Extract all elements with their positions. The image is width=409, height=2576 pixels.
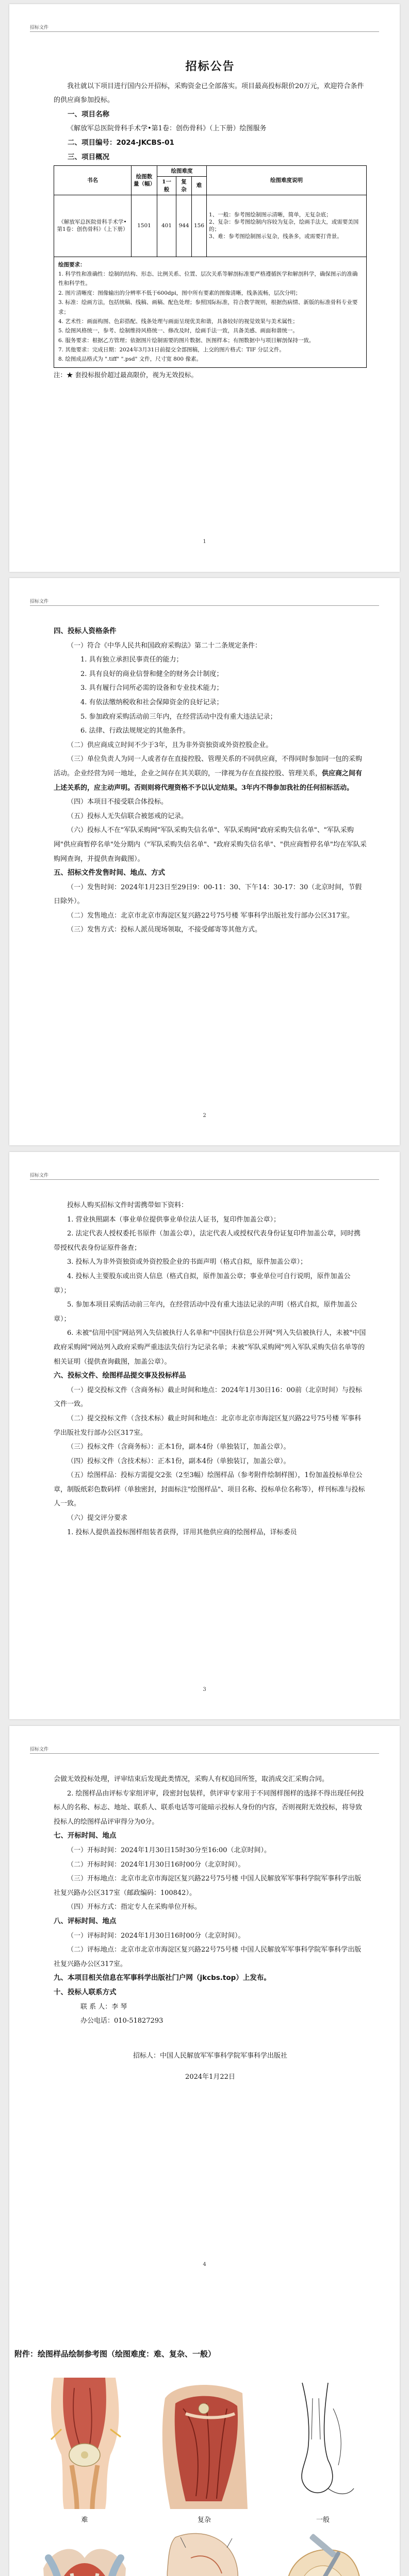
paragraph: （六）提交评分要求 bbox=[67, 1514, 128, 1522]
shoulder-illustration-figure bbox=[155, 2378, 253, 2509]
section-8-heading: 八、评标时间、地点 bbox=[54, 1917, 117, 1925]
table-cell-desc bbox=[207, 195, 367, 257]
list-item: 6. 未被"信用中国"网站列入失信被执行人名单和"中国执行信息公开网"列入失信被执行人，未被"中国政府采购网"网站列入政府采购严重违法失信行为记录名单；未被"军队采购网"列入军队采购失信名单等的相关证明（提供查询截图，加盖公章）。 bbox=[54, 1329, 366, 1366]
requirement-item: 2. 图片清晰度：图像输出的分辨率不低于600dpi，图中所有要素的图像清晰，线条流畅，层次分明； bbox=[58, 290, 301, 296]
project-name: 《解放军总医院骨科手术学•第1卷：创伤骨科》（上下册）绘图服务 bbox=[67, 125, 267, 133]
paragraph-normal: （三）单位负责人为同一人或者存在直接控股、管理关系的不同供应商，不得同时参加同一包的采购活动。企业经营为同一地址，企业之间存在其关联的，一律视为存在直接控股、管理关系， bbox=[54, 755, 363, 777]
page-header bbox=[30, 1172, 379, 1180]
paragraph: 会做无效投标处理，评审结束后发现此类情况，采购人有权追回所签，取消成交汇采购合同。 bbox=[54, 1775, 329, 1783]
desc-item: 2、复杂：参考图绘制内容较为复杂，绘画手法大，或需要美国的； bbox=[209, 219, 359, 233]
figure-label: 复杂 bbox=[197, 2516, 211, 2524]
list-item: 3. 具有履行合同所必需的设备和专业技术能力； bbox=[80, 684, 223, 692]
list-item: 4. 投标人主要股东或出资人信息（格式自拟，原件加盖公章；事业单位可自行说明，原件加盖公章）； bbox=[54, 1272, 351, 1295]
page-2-body bbox=[54, 624, 367, 937]
paragraph bbox=[54, 752, 367, 795]
list-item: 1. 营业执照副本（事业单位提供事业单位法人证书，复印件加盖公章）； bbox=[67, 1215, 281, 1224]
paragraph-bold: 供应商之间有上述关系的，应主动声明。否则则将代理资格不予以认定结果。3年内不得参加我社的任何招标活动。 bbox=[54, 769, 363, 792]
contact-person: 联 系 人：李 琴 bbox=[80, 2003, 127, 2011]
paragraph: （三）投标文件（含商务标）：正本1份，副本4份（单独装订，加盖公章）。 bbox=[67, 1443, 290, 1451]
paragraph: （一）符合《中华人民共和国政府采购法》第二十二条规定条件： bbox=[67, 641, 262, 650]
page-4 bbox=[9, 1726, 400, 2576]
table-header-d1: 1一般 bbox=[157, 177, 176, 195]
list-item: 2. 具有良好的商业信誉和健全的财务会计制度； bbox=[80, 670, 223, 678]
paragraph: （二）开标时间：2024年1月30日16时00分（北京时间）。 bbox=[67, 1860, 245, 1869]
paragraph: （六）投标人不在"军队采购网"军队采购失信名单"、军队采购网"政府采购失信名单"、"军队采购网"供应商暂停名单"处分期内（"军队采购失信名单"、"政府采购失信名单"、"供应商暂停名单"均在军队采购网查询，并提供查询截图）。 bbox=[54, 826, 367, 863]
list-item: 1. 具有独立承担民事责任的能力； bbox=[80, 656, 183, 664]
paragraph: 投标人购买招标文件时需携带如下资料： bbox=[67, 1201, 188, 1209]
section-3-heading: 三、项目概况 bbox=[68, 152, 109, 161]
header-label: 招标文件 bbox=[30, 599, 49, 604]
requirement-item: 5. 绘图风格统一，参考、绘制维持风格统一、修改及时，绘画手法一致，具备美感、画面和谐统一。 bbox=[58, 328, 298, 334]
paragraph: （四）投标文件（含技术标）：正本1份，副本4份（单独装订，加盖公章）。 bbox=[67, 1457, 290, 1465]
bone-sketch-figure bbox=[271, 2378, 374, 2509]
page-4-body bbox=[54, 1772, 367, 2084]
knee-illustration-figure bbox=[33, 2378, 136, 2509]
requirement-item: 4. 艺术性：画面构图、色彩搭配、线条处理与画面呈现优美和谐，具备较好的视觉效果与美术属性； bbox=[58, 318, 298, 325]
paragraph: 2. 绘图样品由评标专家组评审，段密封包装样，供评审专家用于不同图样图样的选择不得出现任何投标人的名称、标志、地址、联系人、联系电话等可能暗示投标人身份的内容，否则视附无效投标，将导致投标人的绘图样品评审得分为0分。 bbox=[54, 1789, 364, 1826]
page-number: 1 bbox=[203, 539, 206, 545]
table-cell-d1: 401 bbox=[157, 195, 176, 257]
surgical-hands-figure bbox=[33, 2527, 136, 2576]
signature-issuer: 招标人：中国人民解放军军事科学院军事科学出版社 bbox=[133, 2052, 287, 2060]
requirement-item: 6. 服务要求：根据乙方管理；依据图片绘制需要的图片数据、医图样本；有图数据中与项目解剖保持一致。 bbox=[58, 337, 315, 344]
paragraph: （二）供应商成立时间不少于3年，且为非外资独资或外资控股企业。 bbox=[67, 741, 273, 749]
table-cell-d3: 156 bbox=[191, 195, 206, 257]
spacer bbox=[54, 2028, 367, 2049]
page-title: 招标公告 bbox=[185, 60, 235, 73]
section-5-heading: 五、招标文件发售时间、地点、方式 bbox=[54, 869, 165, 877]
requirement-item: 8. 绘图成品格式为 ".tiff" ".psd" 文件，尺寸宽 800 像素。 bbox=[58, 356, 202, 363]
page-header bbox=[30, 598, 379, 606]
page-2 bbox=[9, 578, 400, 1145]
page-1 bbox=[9, 4, 400, 572]
project-table bbox=[54, 165, 367, 257]
section-10-heading: 十、投标人联系方式 bbox=[54, 1988, 117, 1996]
paragraph: （一）提交投标文件（含商务标）截止时间和地点：2024年1月30日16：00前（北京时间）与投标文件一致。 bbox=[54, 1386, 362, 1409]
paragraph: （五）投标人无失信联合被惩戒的记录。 bbox=[67, 812, 188, 820]
paragraph: （二）评标地点：北京市北京市海淀区复兴路22号75号楼 中国人民解放军军事科学院军事科学出版社复兴路办公区317室。 bbox=[54, 1946, 362, 1968]
section-7-heading: 七、开标时间、地点 bbox=[54, 1832, 117, 1840]
header-label: 招标文件 bbox=[30, 1173, 49, 1178]
page-number: 4 bbox=[203, 2262, 206, 2267]
drawing-requirements bbox=[54, 257, 367, 368]
page-1-body bbox=[54, 56, 367, 382]
paragraph: （三）发售方式：投标人派员现场领取，不接受邮寄等其他方式。 bbox=[67, 926, 262, 934]
list-item: 4. 有依法缴纳税收和社会保障资金的良好记录； bbox=[80, 698, 223, 706]
page-header bbox=[30, 1745, 379, 1754]
desc-item: 3、难：参考图绘制图示复杂，线条多，或需要打背景。 bbox=[209, 233, 342, 240]
table-header-name: 书名 bbox=[54, 166, 132, 195]
page-number: 2 bbox=[203, 1113, 206, 1118]
header-label: 招标文件 bbox=[30, 25, 49, 30]
list-item: 5. 参加本项目采购活动前三年内，在经营活动中没有重大违法记录的声明（格式自拟，原件加盖公章）； bbox=[54, 1301, 357, 1323]
star-note: 注：★ 套投标报价超过最高限价，视为无效投标。 bbox=[54, 370, 198, 379]
list-item: 3. 投标人为非外资独资或外资控股企业的书面声明（格式自拟，原件加盖公章）； bbox=[67, 1258, 307, 1266]
requirement-item: 1. 科学性和准确性：绘制的结构、形态、比例关系、位置、层次关系等解剖标准要严格遵循医学和解剖科学，确保图示的准确性和科学性。 bbox=[58, 271, 358, 287]
requirement-item: 3. 标准：绘画方法，包括统稿、线稿、画稿、配色处理；参照国际标准，符合教学规则，根据伤病情、新版的标准骨科专业要求； bbox=[58, 299, 358, 315]
table-header-d2: 复杂 bbox=[176, 177, 192, 195]
paragraph: （二）发售地点：北京市北京市海淀区复兴路22号75号楼 军事科学出版社发行部办公区317室。 bbox=[67, 911, 354, 920]
attachment-title: 附件：绘图样品绘制参考图（绘图难度：难、复杂、一般） bbox=[14, 2349, 216, 2359]
list-item: 6. 法律、行政法规规定的其他条件。 bbox=[80, 727, 190, 735]
table-header-desc: 绘图难度说明 bbox=[207, 166, 367, 195]
section-6-heading: 六、投标文件、绘图样品提交事及投标样品 bbox=[54, 1371, 186, 1380]
paragraph: （四）开标方式：指定专人在采购单位开标。 bbox=[67, 1903, 202, 1911]
desc-item: 1、一般：参考图绘制图示清晰，简单，无复杂底； bbox=[209, 211, 332, 218]
intro-paragraph: 我社就以下项目进行国内公开招标，采购资金已全部落实。项目最高投标限价20万元，欢迎符合条件的供应商参加投标。 bbox=[54, 82, 364, 105]
section-1-heading: 一、项目名称 bbox=[68, 110, 109, 118]
paragraph: （一）评标时间：2024年1月30日16时00分（北京时间）。 bbox=[67, 1931, 245, 1940]
page-number: 3 bbox=[203, 1687, 206, 1692]
requirement-item: 7. 其他要求：完成日期：2024年3月31日前提交全部图稿，上交的图片格式：TIF 分层文件。 bbox=[58, 347, 285, 353]
table-header-d3: 难 bbox=[191, 177, 206, 195]
implant-schematic-figure bbox=[271, 2527, 374, 2576]
table-cell-count: 1501 bbox=[132, 195, 157, 257]
table-cell-name: 《解放军总医院骨科手术学•第1卷：创伤骨科》（上下册） bbox=[54, 195, 132, 257]
figure-label: 难 bbox=[81, 2516, 88, 2524]
hip-bone-figure bbox=[155, 2527, 253, 2576]
spacer bbox=[54, 2063, 367, 2070]
contact-phone: 办公电话：010-51827293 bbox=[80, 2017, 163, 2025]
page-header bbox=[30, 24, 379, 32]
table-header-count: 绘图数量（幅） bbox=[132, 166, 157, 195]
paragraph: （三）开标地点：北京市北京市海淀区复兴路22号75号楼 中国人民解放军军事科学院军事科学出版社复兴路办公区317室（邮政编码：100842）。 bbox=[54, 1875, 362, 1897]
figure-label: 一般 bbox=[316, 2516, 330, 2524]
page-3 bbox=[9, 1152, 400, 1719]
paragraph: （一）发售时间：2024年1月23日至29日9：00-11：30、下午14：30-17：30（北京时间，节假日除外）。 bbox=[54, 883, 362, 906]
page-3-body bbox=[54, 1198, 367, 1539]
paragraph: （二）提交投标文件（含技术标）截止时间和地点：北京市北京市海淀区复兴路22号75号楼 军事科学出版社发行部办公区317室。 bbox=[54, 1414, 362, 1437]
table-header-difficulty: 绘图难度 bbox=[157, 166, 207, 177]
list-item: 2. 法定代表人授权委托书原件（加盖公章），法定代表人或授权代表身份证复印件加盖公章，同时携带授权代表身份证原件备查； bbox=[54, 1230, 361, 1252]
section-9-heading: 九、本项目相关信息在军事科学出版社门户网（jkcbs.top）上发布。 bbox=[54, 1974, 271, 1982]
paragraph: （四）本项目不接受联合体投标。 bbox=[67, 798, 168, 806]
header-label: 招标文件 bbox=[30, 1747, 49, 1752]
paragraph: （一）开标时间：2024年1月30日15时30分至16:00（北京时间）。 bbox=[67, 1846, 271, 1854]
table-cell-d2: 944 bbox=[176, 195, 192, 257]
list-item: 5. 参加政府采购活动前三年内，在经营活动中没有重大违法记录； bbox=[80, 713, 277, 721]
paragraph: 1. 投标人提供盖投标图样组装者获得，详用其他供应商的绘图样品，详标委员 bbox=[67, 1528, 297, 1536]
section-2-heading: 二、项目编号：2024-JKCBS-01 bbox=[68, 138, 174, 147]
paragraph: （五）绘图样品：投标方需提交2张（2至3幅）绘图样品（参考附件绘制样图），1份加盖投标单位公章，制版纸彩色数码样（单独密封，封面标注"绘图样品"、项目名称、投标单位名称等），样刊标准与投标人一致。 bbox=[54, 1471, 365, 1508]
section-4-heading: 四、投标人资格条件 bbox=[54, 627, 117, 635]
signature-date: 2024年1月22日 bbox=[185, 2073, 235, 2081]
requirements-title: 绘图要求： bbox=[58, 261, 86, 268]
